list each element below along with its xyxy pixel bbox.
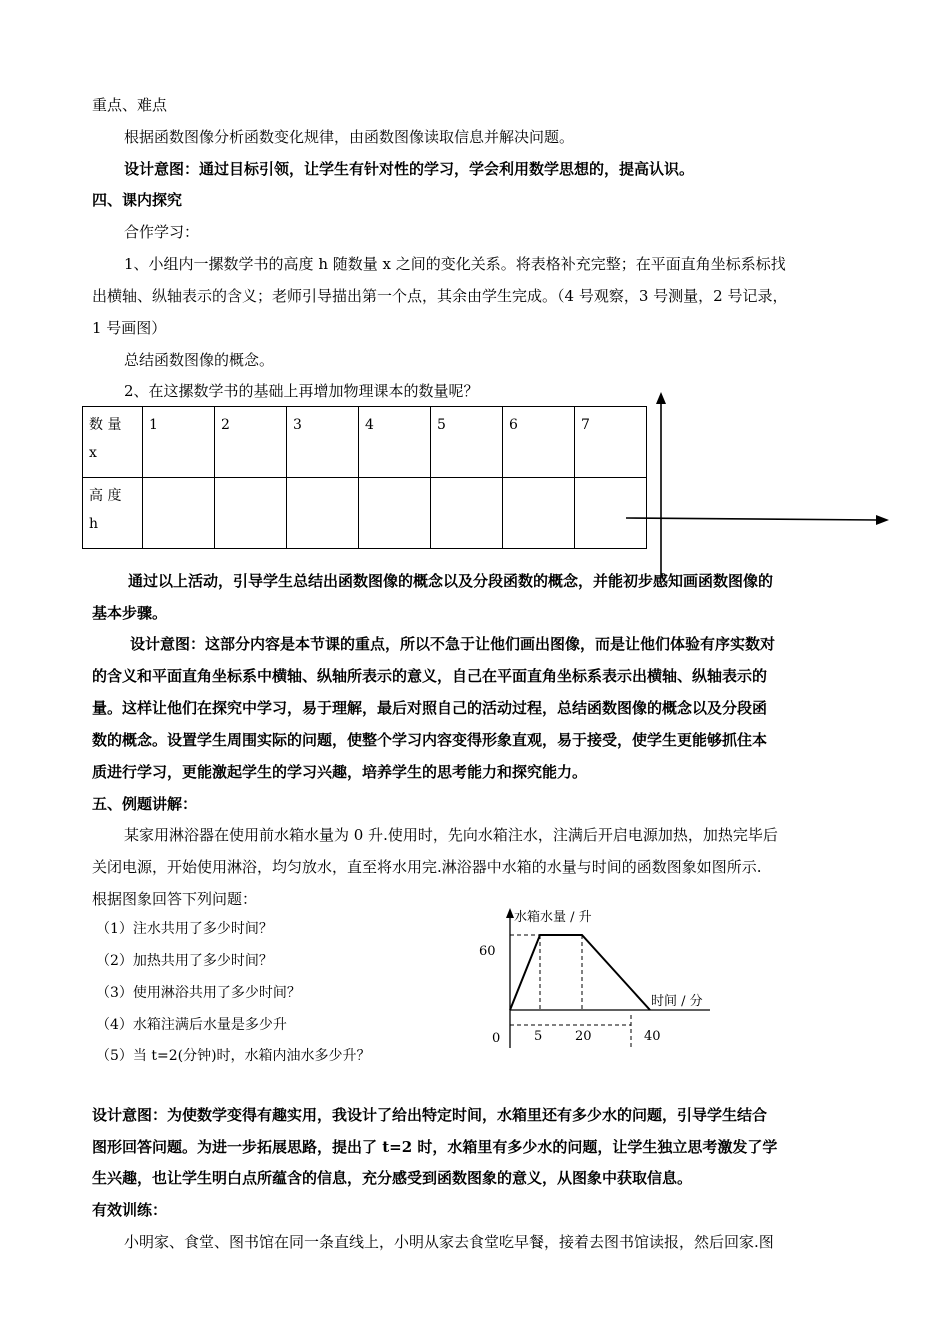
- question-4: （4）水箱注满后水量是多少升: [96, 1017, 287, 1033]
- table-cell-empty[interactable]: [215, 478, 287, 549]
- table-header-quantity: [83, 407, 143, 478]
- table-row: [83, 407, 647, 478]
- table-header-text: 数 量: [89, 417, 122, 433]
- example-design-line2: 图形回答问题。为进一步拓展思路，提出了 t=2 时，水箱里有多少水的问题，让学生独立思考激发了学: [92, 1138, 778, 1156]
- chart-y-axis-arrow: [506, 908, 514, 918]
- question-5: （5）当 t=2(分钟)时，水箱内油水多少升？: [96, 1048, 371, 1064]
- key-points-heading: 重点、难点: [92, 96, 168, 114]
- item1-line3: 1 号画图）: [92, 319, 167, 337]
- problem-line1: 某家用淋浴器在使用前水箱水量为 0 升.使用时，先向水箱注水，注满后开启电源加热，加热完毕后: [124, 826, 778, 844]
- table-cell[interactable]: 5: [431, 407, 503, 478]
- table-header-text: 高 度: [89, 488, 122, 504]
- table-header-height: [83, 478, 143, 549]
- cooperative-learning-label: 合作学习：: [124, 223, 200, 241]
- activity-summary-line2: 基本步骤。: [92, 604, 168, 622]
- design-intent-line5: 质进行学习，更能激起学生的学习兴趣，培养学生的思考能力和探究能力。: [92, 763, 588, 781]
- summary-concept: 总结函数图像的概念。: [124, 351, 275, 369]
- key-design-intent: 设计意图：通过目标引领，让学生有针对性的学习，学会利用数学思想的，提高认识。: [124, 160, 695, 178]
- example-design-line1: 设计意图：为使数学变得有趣实用，我设计了给出特定时间，水箱里还有多少水的问题，引导学生结合: [92, 1106, 768, 1124]
- chart-x-tick-20: 20: [575, 1029, 592, 1044]
- problem-line3: 根据图象回答下列问题：: [92, 890, 258, 908]
- chart-series-line: [510, 935, 650, 1010]
- table-cell[interactable]: 3: [287, 407, 359, 478]
- chart-x-tick-5: 5: [534, 1029, 543, 1044]
- example-design-line3: 生兴趣，也让学生明白点所蕴含的信息，充分感受到函数图象的意义，从图象中获取信息。: [92, 1169, 693, 1187]
- chart-xlabel: 时间 / 分: [651, 994, 703, 1009]
- table-cell[interactable]: 6: [503, 407, 575, 478]
- training-text: 小明家、食堂、图书馆在同一条直线上，小明从家去食堂吃早餐，接着去图书馆读报，然后回家.图: [124, 1233, 774, 1251]
- section5-heading: 五、例题讲解：: [92, 795, 198, 813]
- question-3: （3）使用淋浴共用了多少时间？: [96, 985, 301, 1001]
- design-intent-line4: 数的概念。设置学生周围实际的问题，使整个学习内容变得形象直观，易于接受，使学生更能够抓住本: [92, 731, 768, 749]
- table-cell-empty[interactable]: [287, 478, 359, 549]
- item1-line1: 1、小组内一摞数学书的高度 h 随数量 x 之间的变化关系。将表格补充完整；在平面直角坐标系标找: [124, 255, 786, 273]
- table-cell-empty[interactable]: [143, 478, 215, 549]
- question-1: （1）注水共用了多少时间？: [96, 921, 273, 937]
- table-cell[interactable]: 1: [143, 407, 215, 478]
- table-cell[interactable]: 7: [575, 407, 647, 478]
- design-intent-line1: 设计意图：这部分内容是本节课的重点，所以不急于让他们画出图像，而是让他们体验有序实数对: [130, 635, 776, 653]
- table-cell[interactable]: 4: [359, 407, 431, 478]
- design-intent-line3: 量。这样让他们在探究中学习，易于理解，最后对照自己的活动过程，总结函数图像的概念以及分段函: [92, 699, 768, 717]
- chart-ylabel: 水箱水量 / 升: [514, 910, 592, 925]
- table-cell-empty[interactable]: [431, 478, 503, 549]
- table-cell-empty[interactable]: [359, 478, 431, 549]
- x-axis-arrow: [876, 515, 889, 525]
- design-intent-line2: 的含义和平面直角坐标系中横轴、纵轴所表示的意义，自己在平面直角坐标系表示出横轴、纵轴表示的: [92, 667, 768, 685]
- table-header-var: h: [89, 516, 99, 532]
- x-axis-line: [626, 518, 878, 520]
- table-cell[interactable]: 2: [215, 407, 287, 478]
- y-axis-arrow: [656, 392, 666, 404]
- key-points-text: 根据函数图像分析函数变化规律，由函数图像读取信息并解决问题。: [124, 128, 575, 146]
- item1-line2: 出横轴、纵轴表示的含义；老师引导描出第一个点，其余由学生完成。（4 号观察，3 号测量，2 号记录，: [92, 287, 788, 305]
- chart-x-tick-40: 40: [644, 1029, 661, 1044]
- table-row: [83, 478, 647, 549]
- table-cell-empty[interactable]: [503, 478, 575, 549]
- question-2: （2）加热共用了多少时间？: [96, 953, 273, 969]
- training-heading: 有效训练：: [92, 1201, 168, 1219]
- activity-summary-line1: 通过以上活动，引导学生总结出函数图像的概念以及分段函数的概念，并能初步感知画函数图像的: [128, 572, 774, 590]
- blank-coordinate-axes: [620, 388, 895, 588]
- table-header-var: x: [89, 445, 97, 461]
- chart-origin-label: 0: [492, 1031, 501, 1046]
- section4-heading: 四、课内探究: [92, 191, 183, 209]
- chart-y-tick-60: 60: [479, 944, 496, 959]
- data-table: [82, 406, 647, 549]
- water-tank-chart: [470, 902, 730, 1052]
- problem-line2: 关闭电源，开始使用淋浴，均匀放水，直至将水用完.淋浴器中水箱的水量与时间的函数图象如图所示.: [92, 858, 762, 876]
- item2-text: 2、在这摞数学书的基础上再增加物理课本的数量呢？: [124, 382, 479, 400]
